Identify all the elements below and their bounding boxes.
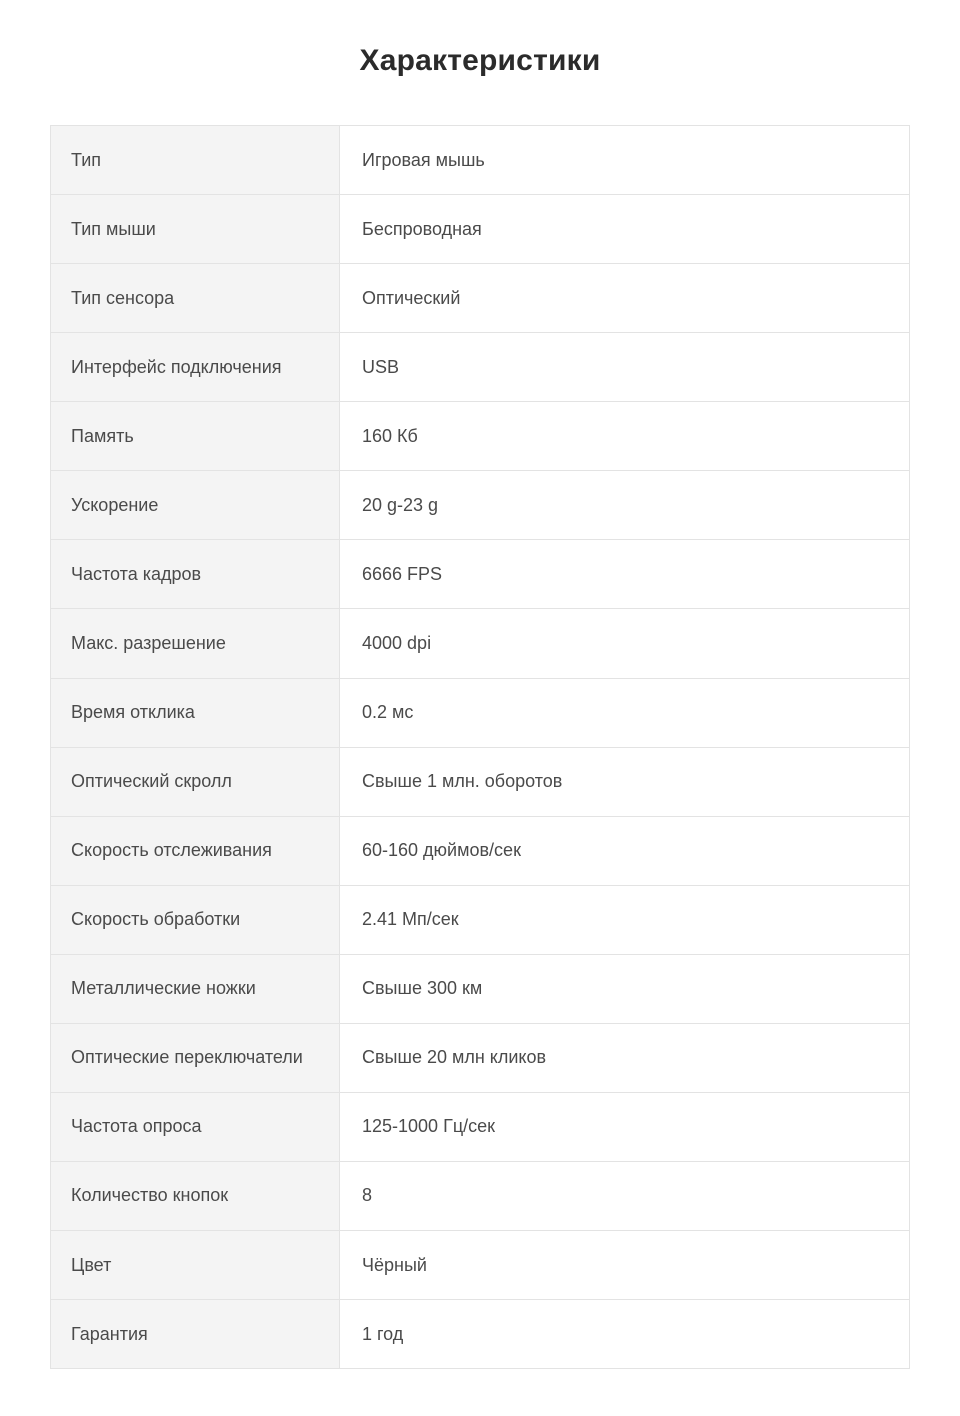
spec-value: 0.2 мс — [340, 679, 909, 747]
spec-value: 1 год — [340, 1300, 909, 1368]
spec-row-memory — [51, 402, 909, 471]
spec-key: Частота опроса — [51, 1093, 340, 1161]
spec-row-type — [51, 126, 909, 195]
spec-value: Оптический — [340, 264, 909, 332]
spec-value: 125-1000 Гц/сек — [340, 1093, 909, 1161]
spec-value: 8 — [340, 1162, 909, 1230]
spec-row-response-time — [51, 679, 909, 748]
spec-key: Память — [51, 402, 340, 470]
spec-row-color — [51, 1231, 909, 1300]
spec-value: 60-160 дюймов/сек — [340, 817, 909, 885]
spec-value: Свыше 1 млн. оборотов — [340, 748, 909, 816]
spec-key: Тип сенсора — [51, 264, 340, 332]
spec-key: Оптический скролл — [51, 748, 340, 816]
spec-key: Скорость обработки — [51, 886, 340, 954]
spec-row-optical-scroll — [51, 748, 909, 817]
spec-row-max-resolution — [51, 609, 909, 678]
spec-key: Скорость отслеживания — [51, 817, 340, 885]
spec-row-warranty — [51, 1300, 909, 1368]
spec-row-acceleration — [51, 471, 909, 540]
spec-key: Макс. разрешение — [51, 609, 340, 677]
spec-row-mouse-type — [51, 195, 909, 264]
spec-key: Интерфейс подключения — [51, 333, 340, 401]
spec-key: Оптические переключатели — [51, 1024, 340, 1092]
spec-key: Количество кнопок — [51, 1162, 340, 1230]
spec-value: 4000 dpi — [340, 609, 909, 677]
spec-value: 2.41 Мп/сек — [340, 886, 909, 954]
spec-value: Беспроводная — [340, 195, 909, 263]
spec-key: Время отклика — [51, 679, 340, 747]
spec-value: 20 g-23 g — [340, 471, 909, 539]
spec-row-sensor-type — [51, 264, 909, 333]
page-title: Характеристики — [359, 44, 601, 77]
spec-table — [50, 125, 910, 1369]
spec-value: 6666 FPS — [340, 540, 909, 608]
spec-value: Свыше 20 млн кликов — [340, 1024, 909, 1092]
spec-row-frame-rate — [51, 540, 909, 609]
spec-value: Свыше 300 км — [340, 955, 909, 1023]
spec-row-button-count — [51, 1162, 909, 1231]
spec-key: Ускорение — [51, 471, 340, 539]
spec-key: Металлические ножки — [51, 955, 340, 1023]
spec-row-polling-rate — [51, 1093, 909, 1162]
spec-row-tracking-speed — [51, 817, 909, 886]
spec-key: Тип — [51, 126, 340, 194]
spec-row-interface — [51, 333, 909, 402]
spec-row-processing-speed — [51, 886, 909, 955]
spec-value: USB — [340, 333, 909, 401]
spec-value: Игровая мышь — [340, 126, 909, 194]
spec-value: Чёрный — [340, 1231, 909, 1299]
spec-key: Цвет — [51, 1231, 340, 1299]
spec-row-optical-switches — [51, 1024, 909, 1093]
spec-value: 160 Кб — [340, 402, 909, 470]
spec-key: Тип мыши — [51, 195, 340, 263]
spec-key: Частота кадров — [51, 540, 340, 608]
spec-row-metal-feet — [51, 955, 909, 1024]
spec-key: Гарантия — [51, 1300, 340, 1368]
